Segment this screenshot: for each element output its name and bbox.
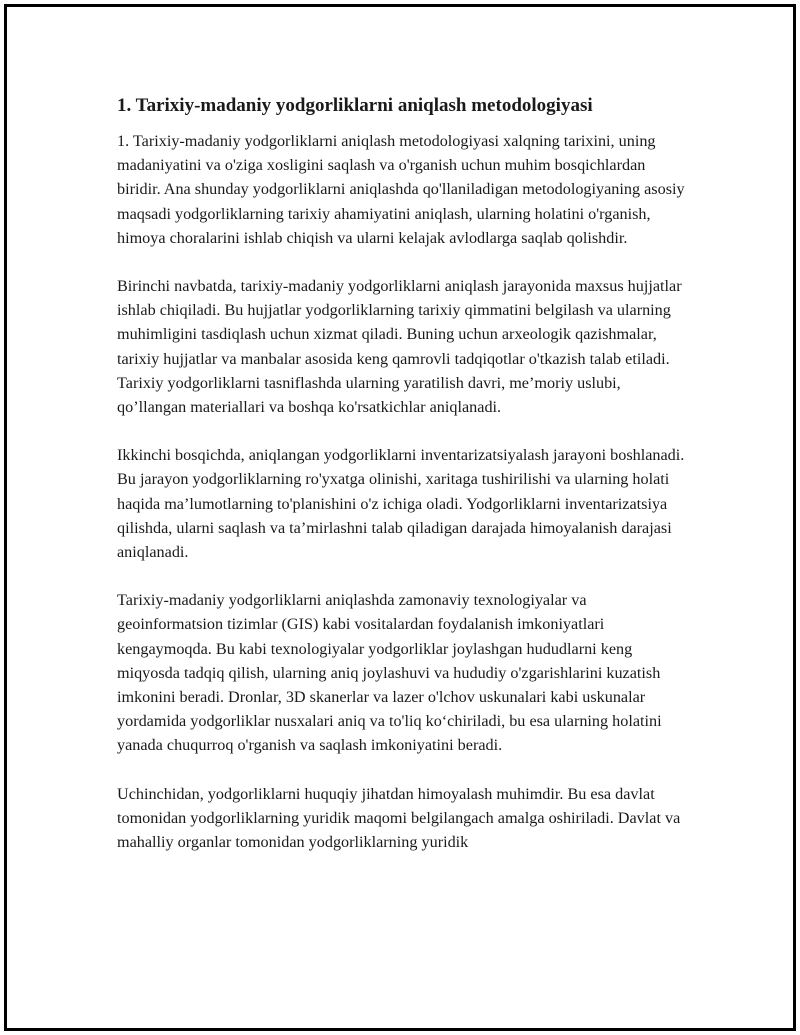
paragraph-technologies: Tarixiy-madaniy yodgorliklarni aniqlashda zamonaviy texnologiyalar va geoinformatsion tizimlar (GIS) kabi vositalardan foydalanish imkoniyatlari kengaymoqda. Bu kabi texnologiyalar yodgorliklar joylashgan hududlarni keng miqyosda tadqiq qilish, ularning aniq joylashuvi va hududiy o'zgarishlarini kuzatish imkonini beradi. Dronlar, 3D skanerlar va lazer o'lchov uskunalari kabi uskunalar yordamida yodgorliklar nusxalari aniq va to'liq ko‘chiriladi, bu esa ularning holatini yanada chuqurroq o'rganish va saqlash imkoniyatini beradi. <box>117 591 662 755</box>
paragraph-second-stage: Ikkinchi bosqichda, aniqlangan yodgorliklarni inventarizatsiyalash jarayoni boshlanadi. Bu jarayon yodgorliklarning ro'yxatga olinishi, xaritaga tushirilishi va ularning holati haqida ma’lumotlarning to'planishini o'z ichiga oladi. Yodgorliklarni inventarizatsiya qilishda, ularni saqlash va ta’mirlashni talab qiladigan darajada himoyalanish darajasi aniqlanadi. <box>117 446 685 562</box>
paragraph-first-stage: Birinchi navbatda, tarixiy-madaniy yodgorliklarni aniqlash jarayonida maxsus hujjatlar ishlab chiqiladi. Bu hujjatlar yodgorliklarning tarixiy qimmatini belgilash va ularning muhimligini tasdiqlash uchun xizmat qiladi. Buning uchun arxeologik qazishmalar, tarixiy hujjatlar va manbalar asosida keng qamrovli tadqiqotlar o'tkazish talab etiladi. Tarixiy yodgorliklarni tasniflashda ularning yaratilish davri, me’moriy uslubi, qo’llangan materiallari va boshqa ko'rsatkichlar aniqlanadi. <box>117 277 682 417</box>
document-title: 1. Tarixiy-madaniy yodgorliklarni aniqlash metodologiyasi <box>117 95 593 116</box>
paragraph-third-stage: Uchinchidan, yodgorliklarni huquqiy jihatdan himoyalash muhimdir. Bu esa davlat tomonidan yodgorliklarning yuridik maqomi belgilangach amalga oshiriladi. Davlat va mahalliy organlar tomonidan yodgorliklarning yuridik <box>117 784 681 852</box>
document-body <box>117 93 689 878</box>
paragraph-intro: 1. Tarixiy-madaniy yodgorliklarni aniqlash metodologiyasi xalqning tarixini, uning madaniyatini va o'ziga xosligini saqlash va o'rganish uchun muhim bosqichlardan biridir. Ana shunday yodgorliklarni aniqlashda qo'llaniladigan metodologiyaning asosiy maqsadi yodgorliklarning tarixiy ahamiyatini aniqlash, ularning holatini o'rganish, himoya choralarini ishlab chiqish va ularni kelajak avlodlarga saqlab qolishdir. <box>117 132 685 247</box>
